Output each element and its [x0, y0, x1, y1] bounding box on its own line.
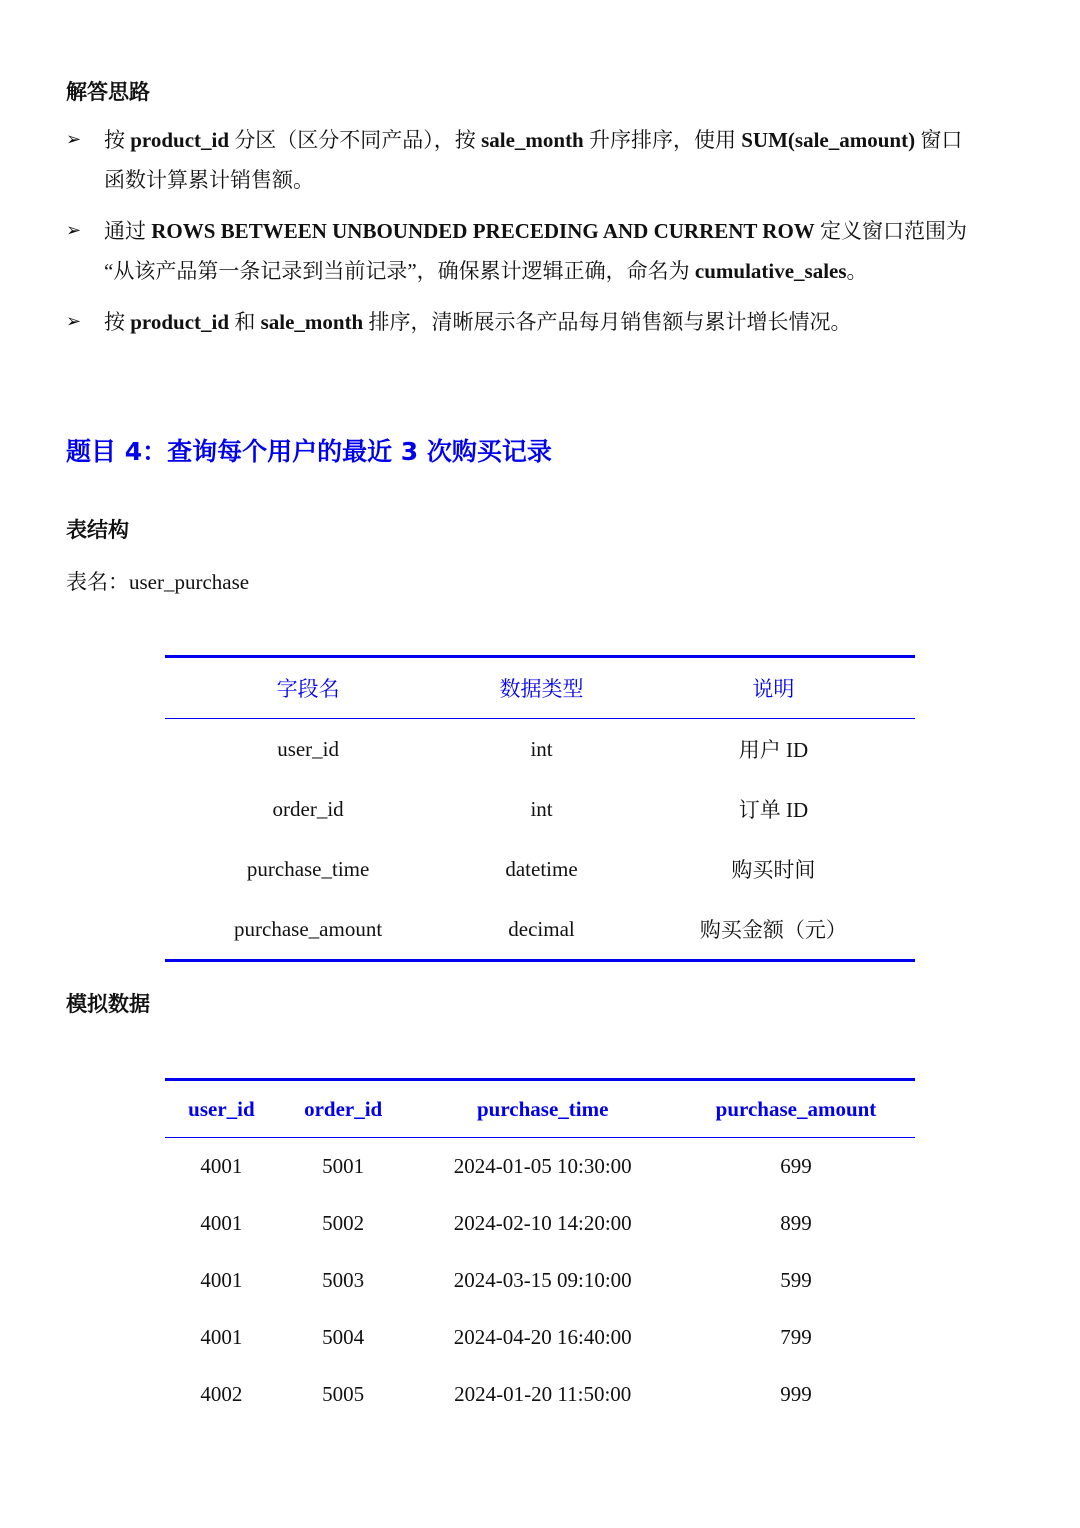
data-cell: 2024-03-15 09:10:00: [453, 1268, 632, 1292]
text-run: 按: [104, 128, 131, 152]
data-cell: 999: [780, 1382, 812, 1406]
schema-cell: 购买时间: [731, 858, 816, 882]
text-run: 排序，清晰展示各产品每月销售额与累计增长情况。: [363, 310, 852, 334]
schema-cell: 订单 ID: [738, 798, 809, 822]
text-run: 函数计算累计销售额。: [104, 168, 314, 192]
bullet-text-continued: [104, 251, 1006, 291]
data-cell: 4001: [200, 1154, 243, 1178]
table-row: [165, 1195, 915, 1252]
approach-bullet-1: [66, 120, 1006, 200]
data-cell: 5005: [322, 1382, 365, 1406]
arrow-bullet-icon: ➢: [66, 311, 82, 332]
table-row: [165, 779, 915, 839]
schema-cell: datetime: [505, 856, 578, 881]
question-title: 题目 4：查询每个用户的最近 3 次购买记录: [66, 437, 552, 466]
data-cell: 4002: [200, 1382, 243, 1406]
data-cell: 4001: [200, 1211, 243, 1235]
schema-cell: order_id: [272, 796, 344, 821]
bold-term: product_id: [130, 128, 230, 152]
data-cell: 2024-02-10 14:20:00: [453, 1211, 632, 1235]
schema-header-description: 说明: [632, 657, 915, 719]
table-row: [165, 1252, 915, 1309]
data-cell: 699: [780, 1154, 812, 1178]
bullet-text: [104, 120, 1006, 160]
mock-data-table: [165, 1078, 915, 1423]
data-header-purchase-amount: purchase_amount: [677, 1080, 915, 1138]
structure-heading: 表结构: [66, 518, 129, 542]
schema-cell: int: [530, 796, 553, 821]
text-run: 通过: [104, 219, 152, 243]
bold-term: sale_month: [481, 128, 584, 152]
data-cell: 5002: [322, 1211, 365, 1235]
text-run: 定义窗口范围为: [814, 219, 968, 243]
text-run: “从该产品第一条记录到当前记录”，确保累计逻辑正确，命名为: [104, 259, 695, 283]
arrow-bullet-icon: ➢: [66, 220, 82, 241]
bold-term: cumulative_sales: [694, 259, 847, 283]
schema-cell: purchase_time: [246, 856, 370, 881]
data-cell: 4001: [200, 1325, 243, 1349]
schema-cell: 用户 ID: [738, 738, 809, 762]
schema-header-field: 字段名: [165, 657, 451, 719]
bold-term: ROWS BETWEEN UNBOUNDED PRECEDING AND CURRENT ROW: [151, 219, 815, 243]
bullet-text: [104, 211, 1006, 251]
data-cell: 2024-01-05 10:30:00: [453, 1154, 632, 1178]
text-run: 窗口: [915, 128, 963, 152]
bold-term: SUM(sale_amount): [741, 128, 916, 152]
data-cell: 5004: [322, 1325, 365, 1349]
mock-data-heading: 模拟数据: [66, 992, 150, 1016]
schema-table: [165, 655, 915, 962]
data-cell: 5001: [322, 1154, 365, 1178]
text-run: 升序排序，使用: [583, 128, 742, 152]
table-row: [165, 839, 915, 899]
approach-bullet-3: [66, 302, 1006, 342]
schema-cell: purchase_amount: [165, 899, 451, 961]
table-row: [165, 1138, 915, 1196]
data-cell: 2024-01-20 11:50:00: [454, 1382, 632, 1406]
data-cell: 599: [780, 1268, 812, 1292]
bold-term: sale_month: [260, 310, 364, 334]
text-run: 按: [104, 310, 131, 334]
text-run: 。: [846, 259, 868, 283]
text-run: 和: [229, 310, 261, 334]
data-cell: 799: [780, 1325, 812, 1349]
approach-bullet-2: [66, 211, 1006, 291]
table-row: [165, 1309, 915, 1366]
data-cell: 5003: [322, 1268, 365, 1292]
data-header-order-id: order_id: [278, 1080, 409, 1138]
table-row: [165, 719, 915, 780]
schema-cell: 购买金额（元）: [632, 899, 915, 961]
bold-term: product_id: [130, 310, 230, 334]
data-cell: 2024-04-20 16:40:00: [453, 1325, 632, 1349]
approach-heading: 解答思路: [66, 80, 150, 104]
table-row: [165, 899, 915, 961]
schema-header-type: 数据类型: [451, 657, 632, 719]
data-header-purchase-time: purchase_time: [409, 1080, 677, 1138]
table-name: 表名：user_purchase: [66, 570, 250, 594]
data-header-user-id: user_id: [165, 1080, 278, 1138]
schema-cell: user_id: [277, 736, 340, 761]
data-cell: 899: [780, 1211, 812, 1235]
schema-cell: decimal: [451, 899, 632, 961]
schema-cell: int: [530, 736, 553, 761]
bullet-text: [104, 302, 1006, 342]
table-row: [165, 1366, 915, 1423]
text-run: 分区（区分不同产品），按: [229, 128, 482, 152]
arrow-bullet-icon: ➢: [66, 129, 82, 150]
bullet-text-continued: [104, 160, 1006, 200]
data-cell: 4001: [200, 1268, 243, 1292]
